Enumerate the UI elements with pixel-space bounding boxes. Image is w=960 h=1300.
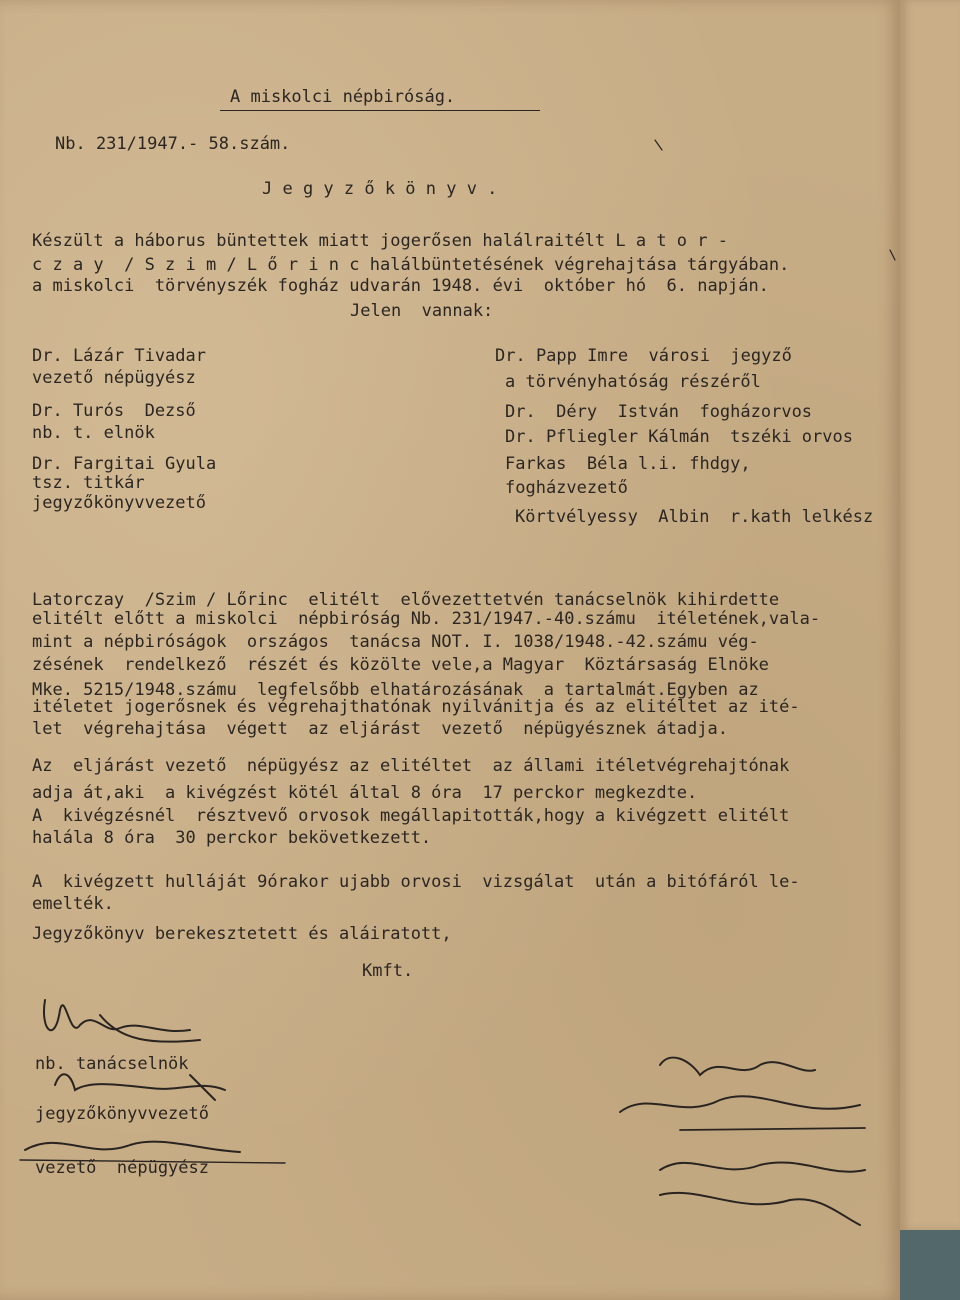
present-right-item: fogházvezető: [505, 478, 628, 498]
body-line: mint a népbiróságok országos tanácsa NOT. I. 1038/1948.-42.számu vég-: [32, 632, 759, 652]
present-left-item: Dr. Fargitai Gyula: [32, 454, 217, 474]
present-left-item: jegyzőkönyvvezető: [32, 493, 206, 513]
body-line: Az eljárást vezető népügyész az elitéltet az állami itéletvégrehajtónak: [32, 756, 790, 776]
court-name: A miskolci népbiróság.: [230, 87, 456, 107]
present-heading: Jelen vannak:: [350, 301, 494, 321]
body-line: zésének rendelkező részét és közölte vele,a Magyar Köztársaság Elnöke: [32, 655, 769, 675]
body-line: elitélt előtt a miskolci népbiróság Nb. 231/1947.-40.számu itéletének,vala-: [32, 609, 821, 629]
background-strip: [900, 1230, 960, 1300]
body-line: halála 8 óra 30 perckor bekövetkezett.: [32, 828, 432, 848]
header-underline: [220, 110, 540, 111]
intro-line: Készült a háborus büntettek miatt jogerősen halálraitélt L a t o r -: [32, 231, 728, 251]
present-right-item: Dr. Pfliegler Kálmán tszéki orvos: [505, 427, 853, 447]
signature-label: vezető népügyész: [35, 1158, 209, 1178]
intro-line: c z a y / S z i m / L ő r i n c halálbüntetésének végrehajtása tárgyában.: [32, 255, 790, 275]
body-line: Jegyzőkönyv berekesztetett és aláiratott,: [32, 924, 452, 944]
body-line: emelték.: [32, 894, 114, 914]
present-right-item: Dr. Déry István fogházorvos: [505, 402, 813, 422]
closing-kmft: Kmft.: [362, 961, 414, 981]
intro-line: a miskolci törvényszék fogház udvarán 1948. évi október hó 6. napján.: [32, 276, 769, 296]
document-title: J e g y z ő k ö n y v .: [262, 179, 498, 199]
body-line: adja át,aki a kivégzést kötél által 8 óra 17 perckor megkezdte.: [32, 783, 698, 803]
present-right-item: a törvényhatóság részéről: [505, 372, 761, 392]
body-line: A kivégzésnél résztvevő orvosok megállapitották,hogy a kivégzett elitélt: [32, 806, 790, 826]
present-left-item: Dr. Turós Dezső: [32, 401, 196, 421]
body-line: itéletet jogerősnek és végrehajthatónak nyilvánitja és az elitéltet az ité-: [32, 697, 800, 717]
body-line: let végrehajtása végett az eljárást vezető népügyésznek átadja.: [32, 719, 728, 739]
case-number: Nb. 231/1947.- 58.szám.: [55, 134, 291, 154]
present-right-item: Farkas Béla l.i. fhdgy,: [505, 454, 751, 474]
body-line: Mke. 5215/1948.számu legfelsőbb elhatározásának a tartalmát.Egyben az: [32, 680, 759, 700]
present-left-item: Dr. Lázár Tivadar: [32, 346, 206, 366]
present-right-item: Körtvélyessy Albin r.kath lelkész: [515, 507, 874, 527]
body-line: Latorczay /Szim / Lőrinc elitélt elővezettetvén tanácselnök kihirdette: [32, 590, 780, 610]
signature-label: nb. tanácselnök: [35, 1054, 189, 1074]
signature-label: jegyzőkönyvvezető: [35, 1104, 209, 1124]
body-line: A kivégzett hulláját 9órakor ujabb orvosi vizsgálat után a bitófáról le-: [32, 872, 800, 892]
present-left-item: tsz. titkár: [32, 473, 145, 493]
present-left-item: vezető népügyész: [32, 368, 196, 388]
present-right-item: Dr. Papp Imre városi jegyző: [495, 346, 792, 366]
present-left-item: nb. t. elnök: [32, 423, 155, 443]
paper-edge: [900, 0, 960, 1230]
